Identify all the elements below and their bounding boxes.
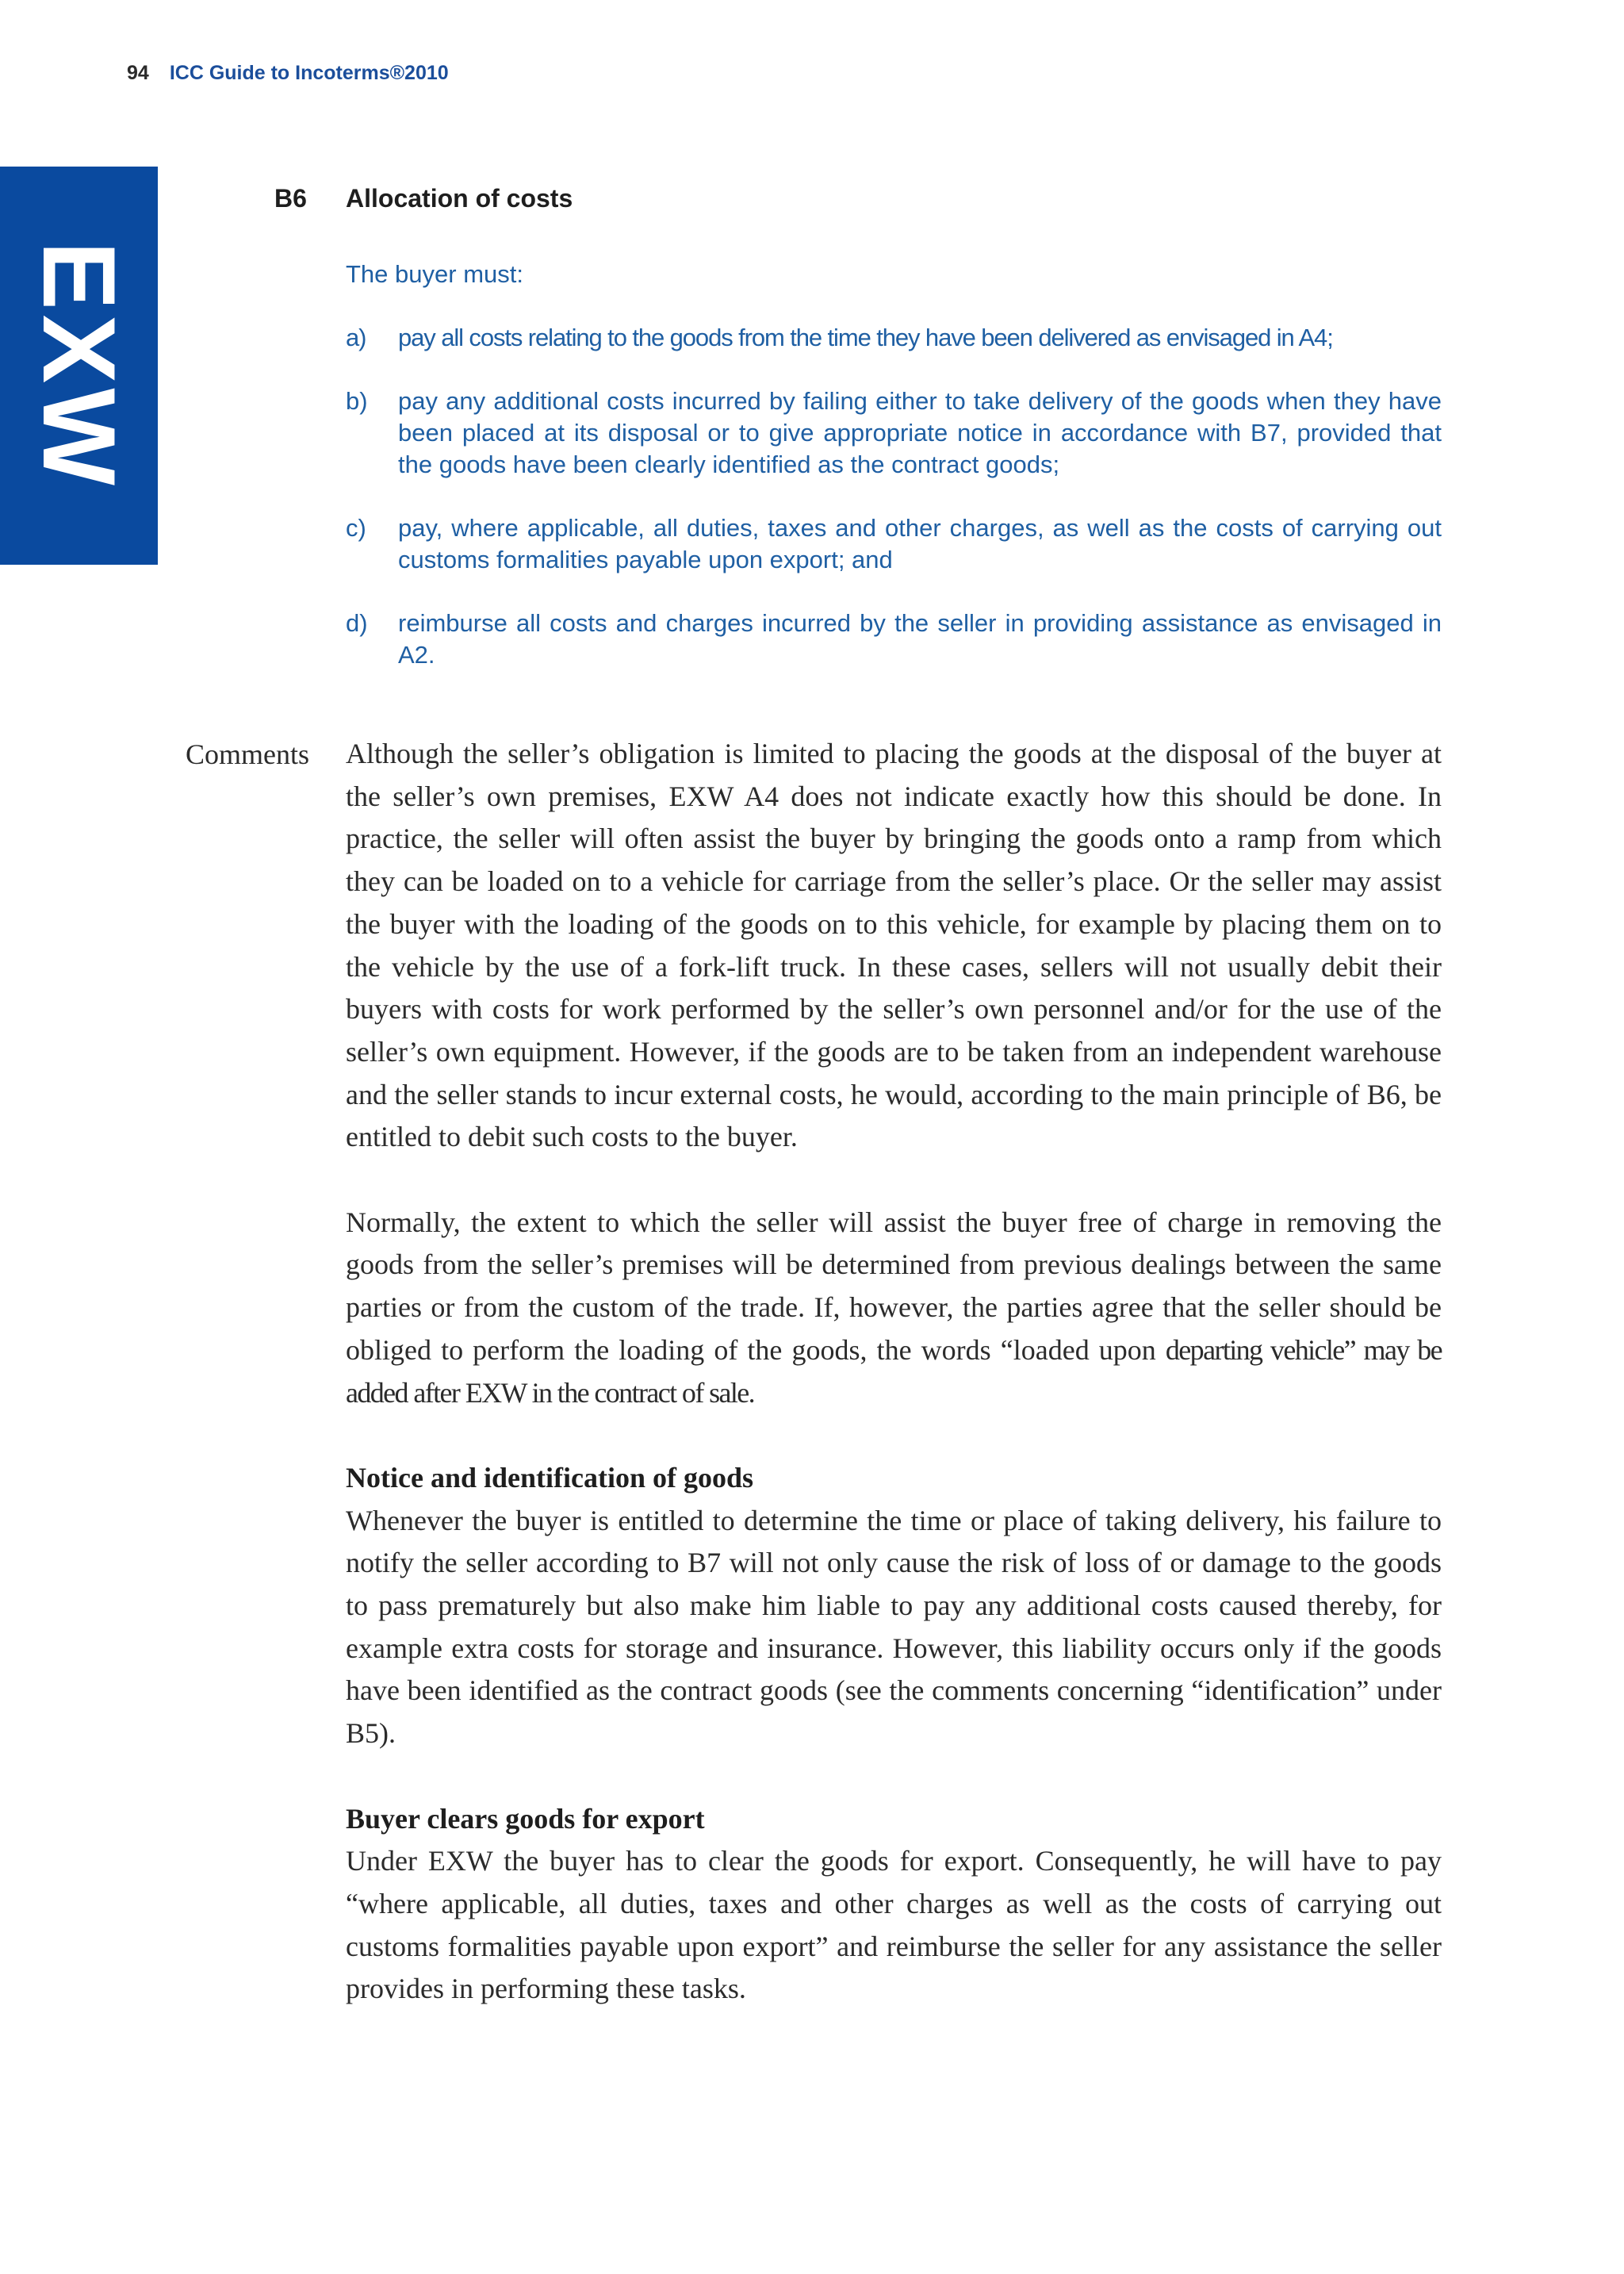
subsection-notice [346,1457,1442,1755]
comment-paragraph [346,1202,1442,1415]
obligation-item [346,512,1442,576]
subsection-text: Whenever the buyer is entitled to determine the time or place of taking delivery, his failure to notify the seller according to B7 will not only cause the risk of loss of or damage to the goods to pass prematurely but also make him liable to pay any additional costs caused thereby, for example extra costs for storage and insurance. However, this liability occurs only if the goods have been identified as the contract goods (see the comments concerning “identification” under B5). [346,1504,1442,1750]
obligation-letter: b) [346,387,368,415]
obligation-item [346,385,1442,481]
section-heading [274,184,573,213]
page-number: 94 [127,62,149,84]
subsection-heading: Buyer clears goods for export [346,1802,705,1835]
comment-paragraph: Although the seller’s obligation is limited to placing the goods at the disposal of the buyer at the seller’s own premises, EXW A4 does not indicate exactly how this should be done. In practice, the seller will often assist the buyer by bringing the goods onto a ramp from which they can be loaded on to a vehicle for carriage from the seller’s place. Or the seller may assist the buyer with the loading of the goods on to this vehicle, for example by placing them on to the vehicle by the use of a fork-lift truck. In these cases, sellers will not usually debit their buyers with costs for work performed by the seller’s own personnel and/or for the use of the seller’s own equipment. However, if the goods are to be taken from an independent warehouse and the seller stands to incur external costs, he would, according to the main principle of B6, be entitled to debit such costs to the buyer. [346,738,1442,1153]
comments-body [346,733,1442,2054]
obligation-text: reimburse all costs and charges incurred by the seller in providing assistance as envisaged in A2. [398,609,1442,669]
subsection-export-clearance [346,1798,1442,2011]
obligation-letter: c) [346,514,366,542]
book-title: ICC Guide to Incoterms®2010 [169,62,449,84]
side-tab-label: EXW [21,240,137,491]
section-title: Allocation of costs [346,184,573,213]
section-code: B6 [274,184,307,213]
obligation-text: pay, where applicable, all duties, taxes and other charges, as well as the costs of carrying out customs formalities payable upon export; and [398,514,1442,573]
side-tab [0,167,158,565]
subsection-heading: Notice and identification of goods [346,1461,754,1494]
obligation-item [346,608,1442,671]
comments-label: Comments [186,738,310,770]
obligation-item [346,322,1442,354]
obligation-list [346,322,1442,703]
obligation-text: pay all costs relating to the goods from the time they have been delivered as envisaged in A4; [398,324,1333,351]
comment-paragraph-tail: departing vehicle” may be added after EXW in the contract of sale. [346,1333,1442,1409]
obligation-letter: a) [346,324,366,351]
section-intro: The buyer must: [346,260,523,288]
subsection-text: Under EXW the buyer has to clear the goods for export. Consequently, he will have to pay “where applicable, all duties, taxes and other charges as well as the costs of carrying out customs formalities payable upon export” and reimburse the seller for any assistance the seller provides in performing these tasks. [346,1845,1442,2005]
obligation-letter: d) [346,609,368,637]
obligation-text: pay any additional costs incurred by failing either to take delivery of the goods when they have been placed at its disposal or to give appropriate notice in accordance with B7, provided that the goods have been clearly identified as the contract goods; [398,387,1442,478]
running-head [127,62,449,85]
comment-paragraph-text: Normally, the extent to which the seller will assist the buyer free of charge in removing the goods from the seller’s premises will be determined from previous dealings between the same parties or from the custom of the trade. If, however, the parties agree that the seller should be obliged to perform the loading of the goods, the words “loaded upon [346,1206,1442,1366]
